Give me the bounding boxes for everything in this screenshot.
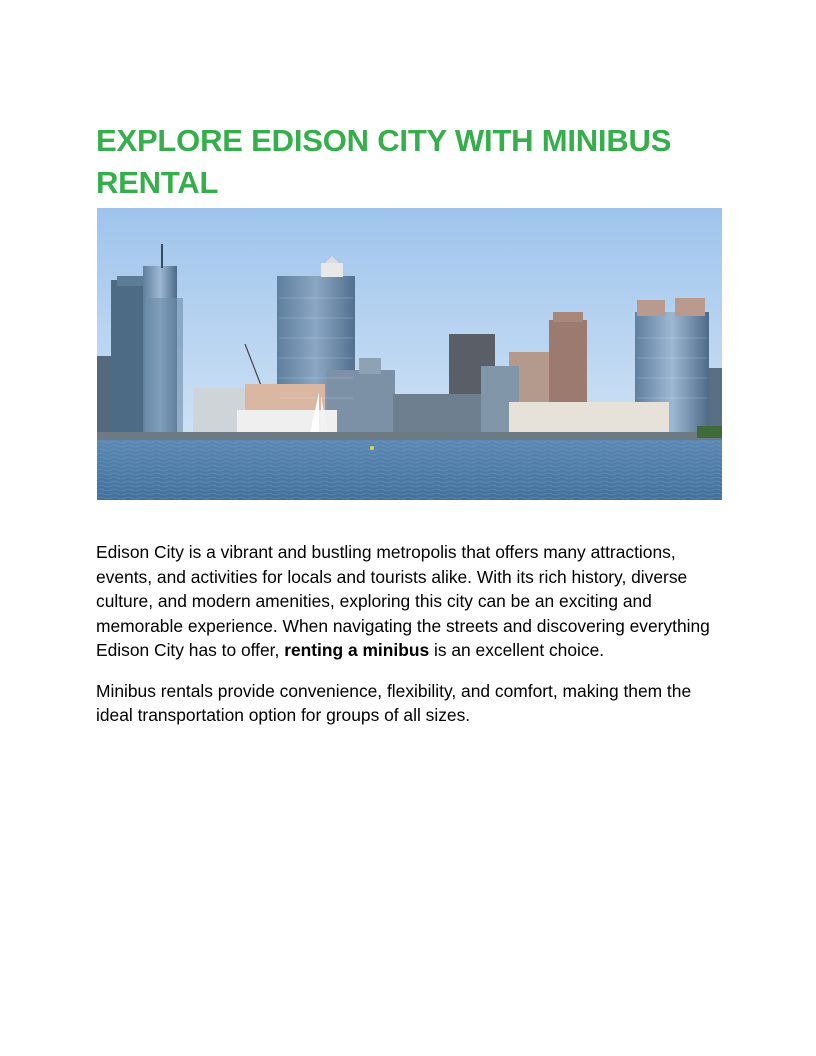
intro-bold-text: renting a minibus [284, 640, 430, 660]
intro-text-end: is an excellent choice. [429, 640, 605, 660]
document-page [96, 120, 722, 728]
intro-text-start: Edison City is a vibrant and bustling metropolis that offers many attractions, events, and activities for locals and tourists alike. With its rich history, diverse culture, and modern amenities, exploring this city can be an exciting and memorable experience. When navigating the streets and discovering everything Edison City has to offer, [96, 542, 710, 660]
benefits-paragraph: Minibus rentals provide convenience, flexibility, and comfort, making them the ideal transportation option for groups of all sizes. [96, 680, 692, 725]
intro-paragraph [96, 540, 722, 663]
city-skyline-image [97, 208, 722, 500]
page-title: EXPLORE EDISON CITY WITH MINIBUS RENTAL [96, 123, 672, 200]
